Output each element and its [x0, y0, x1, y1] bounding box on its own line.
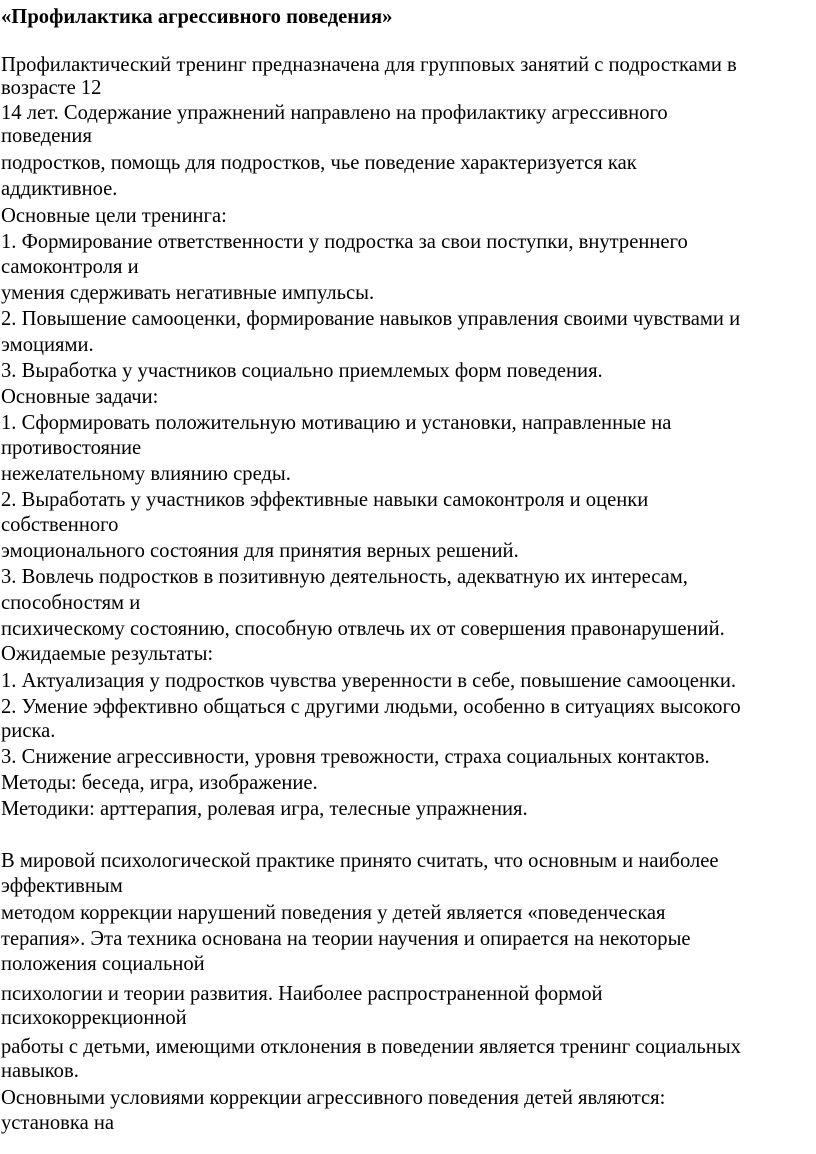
text-line: эмоционального состояния для принятия верных решений.	[1, 540, 519, 562]
text-line: положения социальной	[1, 953, 205, 975]
text-line: 2. Повышение самооценки, формирование навыков управления своими чувствами и	[1, 308, 741, 330]
text-line: умения сдерживать негативные импульсы.	[1, 282, 375, 304]
text-line: психологии и теории развития. Наиболее распространенной формой	[1, 983, 603, 1005]
text-line: Основными условиями коррекции агрессивного поведения детей являются:	[1, 1087, 666, 1109]
text-line: психическому состоянию, способную отвлечь их от совершения правонарушений.	[1, 618, 725, 640]
text-line: 3. Вовлечь подростков в позитивную деятельность, адекватную их интересам,	[1, 566, 688, 588]
page-title: «Профилактика агрессивного поведения»	[1, 6, 393, 28]
text-line: установка на	[1, 1112, 115, 1134]
text-line: 14 лет. Содержание упражнений направлено на профилактику агрессивного	[1, 102, 668, 124]
text-line: самоконтроля и	[1, 256, 139, 278]
text-line: навыков.	[1, 1060, 79, 1082]
text-line: Методы: беседа, игра, изображение.	[1, 772, 318, 794]
text-line: нежелательному влиянию среды.	[1, 463, 291, 485]
text-line: 3. Выработка у участников социально приемлемых форм поведения.	[1, 360, 603, 382]
text-line: эффективным	[1, 875, 123, 897]
text-line: психокоррекционной	[1, 1007, 187, 1029]
text-line: терапия». Эта техника основана на теории научения и опирается на некоторые	[1, 928, 691, 950]
text-line: В мировой психологической практике принято считать, что основным и наиболее	[1, 850, 719, 872]
text-line: 1. Актуализация у подростков чувства уверенности в себе, повышение самооценки.	[1, 670, 737, 692]
text-line: работы с детьми, имеющими отклонения в поведении является тренинг социальных	[1, 1036, 741, 1058]
text-line: противостояние	[1, 437, 142, 459]
text-line: возрасте 12	[1, 77, 102, 99]
text-line: Ожидаемые результаты:	[1, 643, 214, 665]
text-line: Основные цели тренинга:	[1, 205, 227, 227]
text-line: эмоциями.	[1, 334, 94, 356]
text-line: Методики: арттерапия, ролевая игра, телесные упражнения.	[1, 798, 528, 820]
text-line: методом коррекции нарушений поведения у детей является «поведенческая	[1, 902, 666, 924]
text-line: риска.	[1, 720, 56, 742]
text-line: 2. Выработать у участников эффективные навыки самоконтроля и оценки	[1, 489, 649, 511]
text-line: поведения	[1, 125, 92, 147]
text-line: аддиктивное.	[1, 178, 118, 200]
text-line: способностям и	[1, 592, 141, 614]
text-line: Основные задачи:	[1, 386, 159, 408]
text-line: подростков, помощь для подростков, чье поведение характеризуется как	[1, 152, 637, 174]
text-line: 1. Сформировать положительную мотивацию и установки, направленные на	[1, 412, 672, 434]
text-line: Профилактический тренинг предназначена для групповых занятий с подростками в	[1, 54, 737, 76]
text-line: 3. Снижение агрессивности, уровня тревожности, страха социальных контактов.	[1, 746, 710, 768]
text-line: собственного	[1, 514, 119, 536]
text-line: 1. Формирование ответственности у подростка за свои поступки, внутреннего	[1, 231, 688, 253]
text-line: 2. Умение эффективно общаться с другими людьми, особенно в ситуациях высокого	[1, 696, 741, 718]
